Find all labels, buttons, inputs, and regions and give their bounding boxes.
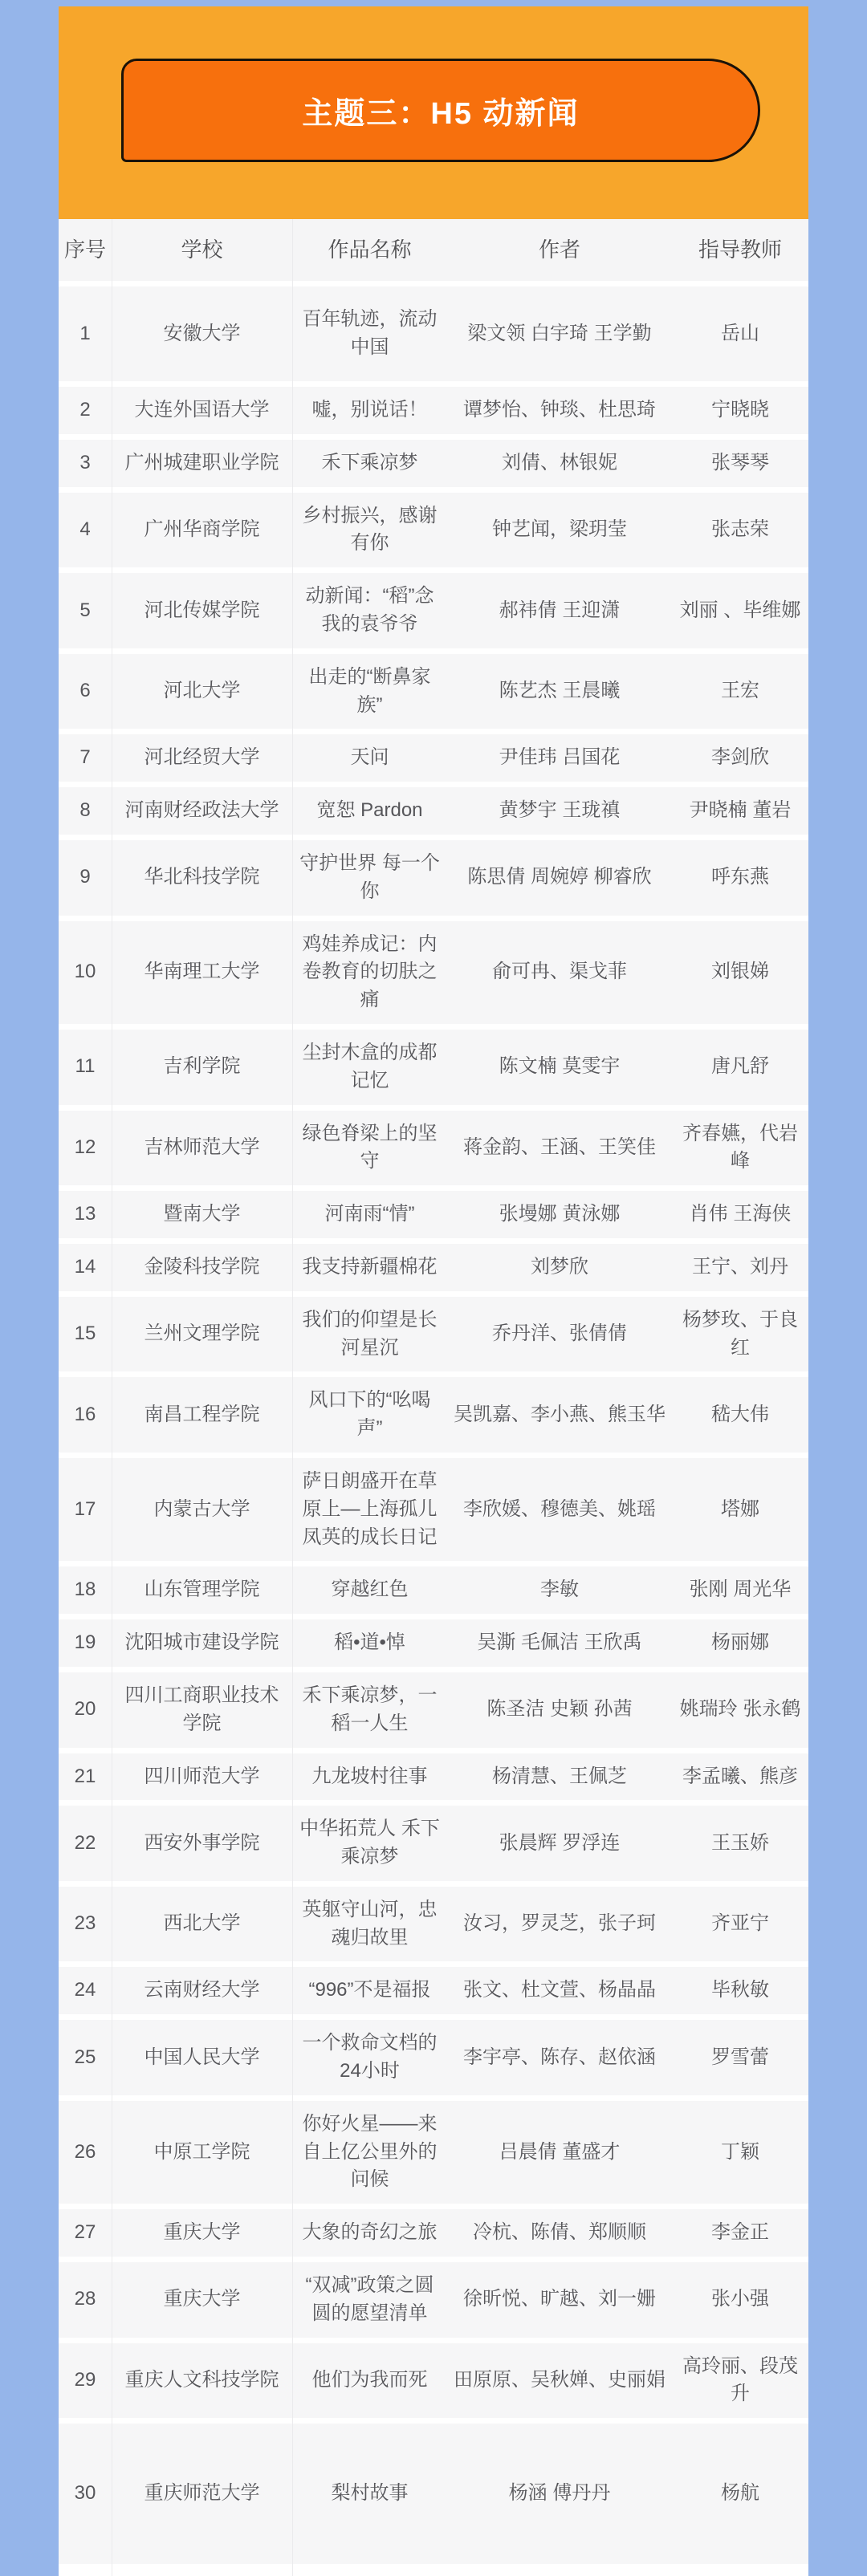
cell-authors: 陈圣洁 史颖 孙茜	[486, 1698, 633, 1721]
table-header-row	[59, 219, 808, 281]
cell-work-title: 一个救命文档的24小时	[302, 2032, 438, 2082]
cell-school: 暨南大学	[163, 1203, 241, 1225]
cell-authors: 蒋金韵、王涵、王笑佳	[463, 1136, 656, 1158]
cell-index: 21	[74, 1765, 96, 1787]
cell-index: 7	[79, 746, 91, 769]
table-row	[59, 1377, 808, 1453]
cell-work-title: 他们为我而死	[311, 2369, 428, 2391]
results-table	[59, 219, 808, 2576]
cell-authors: 乔丹洋、张倩倩	[492, 1323, 627, 1345]
cell-index: 14	[74, 1255, 96, 1278]
cell-index: 25	[74, 2046, 96, 2068]
table-row	[59, 2020, 808, 2095]
cell-authors: 杨涵 傅丹丹	[508, 2482, 611, 2505]
cell-advisor: 丁颖	[721, 2140, 759, 2163]
cell-advisor: 唐凡舒	[711, 1055, 769, 1078]
cell-advisor: 高玲丽、段茂升	[682, 2355, 798, 2405]
cell-work-title: 我们的仰望是长河星沉	[302, 1308, 438, 1359]
cell-school: 华北科技学院	[144, 866, 260, 888]
cell-authors: 吕晨倩 董盛才	[499, 2140, 621, 2163]
cell-advisor: 李金正	[711, 2221, 769, 2244]
cell-work-title: 萨日朗盛开在草原上—上海孤儿凤英的成长日记	[302, 1469, 438, 1548]
table-row	[59, 1672, 808, 1748]
cell-index: 22	[74, 1831, 96, 1854]
cell-advisor: 齐春嬿，代岩峰	[682, 1122, 798, 1172]
cell-work-title: 绿色脊梁上的坚守	[302, 1122, 438, 1172]
cell-school: 四川工商职业技术学院	[124, 1684, 279, 1734]
cell-school: 河北传媒学院	[144, 599, 260, 621]
cell-authors: 李欣媛、穆德美、姚瑶	[463, 1497, 656, 1520]
cell-work-title: 出走的“断鼻家族”	[308, 665, 431, 716]
cell-school: 兰州文理学院	[144, 1323, 260, 1345]
cell-school: 西北大学	[163, 1912, 241, 1935]
cell-index: 2	[79, 399, 91, 421]
header-school: 学校	[181, 237, 223, 262]
cell-work-title: “996”不是福报	[308, 1979, 431, 2001]
cell-work-title: 梨村故事	[331, 2482, 409, 2505]
table-row	[59, 1244, 808, 1291]
cell-authors: 黄梦宇 王珑禛	[499, 799, 621, 822]
cell-index: 30	[74, 2482, 96, 2505]
cell-work-title: 百年轨迹，流动中国	[302, 308, 438, 358]
table-row	[59, 2343, 808, 2419]
cell-authors: 张晨辉 罗浮连	[499, 1831, 621, 1854]
table-row	[59, 840, 808, 916]
cell-school: 西安外事学院	[144, 1831, 260, 1854]
cell-school: 中原工学院	[153, 2140, 250, 2163]
cell-authors: 徐昕悦、旷越、刘一姗	[463, 2288, 656, 2310]
cell-authors: 汝习，罗灵芝，张子珂	[463, 1912, 656, 1935]
table-row	[59, 1030, 808, 1105]
cell-index: 27	[74, 2221, 96, 2244]
cell-index: 5	[79, 599, 91, 621]
cell-school: 金陵科技学院	[144, 1255, 260, 1278]
cell-authors: 陈艺杰 王晨曦	[499, 680, 621, 702]
cell-advisor: 王玉娇	[711, 1831, 769, 1854]
table-row	[59, 787, 808, 835]
cell-work-title: 乡村振兴，感谢有你	[302, 504, 438, 555]
table-row	[59, 1806, 808, 1881]
table-row	[59, 1458, 808, 1561]
cell-advisor: 呼东燕	[711, 866, 769, 888]
table-row	[59, 1753, 808, 1801]
cell-advisor: 张志荣	[711, 518, 769, 540]
page	[0, 6, 867, 2576]
table-row	[59, 1111, 808, 1186]
cell-advisor: 刘丽 、毕维娜	[679, 599, 801, 621]
cell-work-title: 你好火星——来自上亿公里外的问候	[302, 2112, 438, 2191]
cell-work-title: 天问	[350, 746, 389, 769]
cell-index: 28	[74, 2288, 96, 2310]
cell-authors: 李敏	[540, 1579, 579, 1601]
header-index: 序号	[63, 237, 106, 262]
cell-school: 大连外国语大学	[134, 399, 270, 421]
cell-work-title: 嘘，别说话！	[311, 399, 428, 421]
table-row	[59, 1887, 808, 1962]
table-row	[59, 2424, 808, 2564]
cell-work-title: 风口下的“吆喝声”	[308, 1389, 431, 1440]
cell-index: 13	[74, 1203, 96, 1225]
table-row	[59, 734, 808, 782]
cell-index: 12	[74, 1136, 96, 1158]
cell-work-title: 河南雨“情”	[324, 1203, 415, 1225]
table-row	[59, 921, 808, 1024]
cell-advisor: 毕秋敏	[711, 1979, 769, 2001]
cell-work-title: 禾下乘凉梦，一稻一人生	[302, 1684, 438, 1734]
cell-school: 中国人民大学	[144, 2046, 260, 2068]
cell-work-title: “双减”政策之圆圆的愿望清单	[305, 2274, 434, 2324]
cell-school: 四川师范大学	[144, 1765, 260, 1787]
cell-authors: 郝祎倩 王迎潇	[499, 599, 621, 621]
cell-index: 18	[74, 1579, 96, 1601]
cell-school: 重庆大学	[163, 2221, 241, 2244]
table-row	[59, 286, 808, 381]
cell-school: 云南财经大学	[144, 1979, 260, 2001]
cell-index: 17	[74, 1497, 96, 1520]
cell-work-title: 大象的奇幻之旅	[302, 2221, 438, 2244]
cell-work-title: 守护世界 每一个你	[299, 851, 440, 902]
table-body	[59, 286, 808, 2564]
cell-authors: 杨清慧、王佩芝	[492, 1765, 627, 1787]
cell-advisor: 李剑欣	[711, 746, 769, 769]
table-row	[59, 1566, 808, 1614]
cell-work-title: 鸡娃养成记：内卷教育的切肤之痛	[302, 932, 438, 1011]
cell-index: 9	[79, 866, 91, 888]
cell-advisor: 岳山	[721, 322, 759, 344]
column-divider	[292, 219, 293, 2576]
table-row	[59, 2101, 808, 2204]
cell-advisor: 李孟曦、熊彦	[682, 1765, 798, 1787]
cell-authors: 刘梦欣	[531, 1255, 588, 1278]
cell-work-title: 禾下乘凉梦	[321, 451, 418, 473]
cell-work-title: 宽恕 Pardon	[316, 799, 423, 822]
cell-school: 重庆人文科技学院	[124, 2369, 279, 2391]
cell-authors: 陈文楠 莫雯宇	[499, 1055, 621, 1078]
cell-advisor: 杨航	[721, 2482, 759, 2505]
cell-index: 24	[74, 1979, 96, 2001]
cell-index: 26	[74, 2140, 96, 2163]
cell-advisor: 王宁、刘丹	[692, 1255, 788, 1278]
cell-advisor: 杨丽娜	[711, 1631, 769, 1654]
cell-advisor: 尹晓楠 董岩	[689, 799, 792, 822]
cell-authors: 李宇亭、陈存、赵依涵	[463, 2046, 656, 2068]
table-row	[59, 2209, 808, 2257]
cell-work-title: 动新闻：“稻”念我的袁爷爷	[305, 585, 434, 635]
cell-school: 沈阳城市建设学院	[124, 1631, 279, 1654]
cell-authors: 尹佳玮 吕国花	[499, 746, 621, 769]
cell-school: 广州城建职业学院	[124, 451, 279, 473]
cell-school: 河北经贸大学	[144, 746, 260, 769]
cell-index: 19	[74, 1631, 96, 1654]
cell-authors: 张墁娜 黄泳娜	[499, 1203, 621, 1225]
cell-advisor: 姚瑞玲 张永鹤	[679, 1698, 801, 1721]
banner	[59, 6, 808, 219]
cell-authors: 刘倩、林银妮	[502, 451, 617, 473]
title-box	[121, 59, 760, 162]
cell-index: 10	[74, 961, 96, 983]
cell-advisor: 张琴琴	[711, 451, 769, 473]
table-row	[59, 2262, 808, 2338]
cell-work-title: 中华拓荒人 禾下乘凉梦	[299, 1818, 440, 1868]
cell-index: 16	[74, 1403, 96, 1425]
cell-school: 安徽大学	[163, 322, 241, 344]
table-row	[59, 1191, 808, 1238]
cell-authors: 张文、杜文萱、杨晶晶	[463, 1979, 656, 2001]
cell-authors: 吴澌 毛佩洁 王欣禹	[477, 1631, 642, 1654]
cell-index: 8	[79, 799, 91, 822]
cell-work-title: 尘封木盒的成都记忆	[302, 1041, 438, 1091]
cell-school: 河南财经政法大学	[124, 799, 279, 822]
cell-work-title: 稻•道•悼	[334, 1631, 405, 1654]
cell-authors: 梁文领 白宇琦 王学勤	[467, 322, 652, 344]
cell-advisor: 肖伟 王海侠	[689, 1203, 792, 1225]
cell-index: 15	[74, 1323, 96, 1345]
cell-school: 广州华商学院	[144, 518, 260, 540]
cell-authors: 谭梦怡、钟琰、杜思琦	[463, 399, 656, 421]
cell-advisor: 罗雪蕾	[711, 2046, 769, 2068]
cell-school: 重庆师范大学	[144, 2482, 260, 2505]
cell-work-title: 穿越红色	[331, 1579, 409, 1601]
cell-work-title: 我支持新疆棉花	[302, 1255, 438, 1278]
cell-index: 1	[79, 322, 91, 344]
cell-index: 6	[79, 680, 91, 702]
cell-authors: 冷杭、陈倩、郑顺顺	[473, 2221, 646, 2244]
cell-school: 吉林师范大学	[144, 1136, 260, 1158]
cell-index: 20	[74, 1698, 96, 1721]
cell-authors: 吴凯嘉、李小燕、熊玉华	[454, 1403, 666, 1425]
cell-school: 山东管理学院	[144, 1579, 260, 1601]
cell-school: 内蒙古大学	[153, 1497, 250, 1520]
cell-index: 23	[74, 1912, 96, 1935]
cell-index: 11	[75, 1055, 96, 1078]
table-row	[59, 1967, 808, 2014]
page-title: 主题三：H5 动新闻	[302, 97, 580, 131]
table-row	[59, 387, 808, 434]
cell-school: 河北大学	[163, 680, 241, 702]
cell-school: 重庆大学	[163, 2288, 241, 2310]
cell-advisor: 宁晓晓	[711, 399, 769, 421]
cell-authors: 钟艺闻，梁玥莹	[492, 518, 627, 540]
table-row	[59, 654, 808, 729]
header-advisor: 指导教师	[698, 237, 782, 262]
cell-authors: 陈思倩 周婉婷 柳睿欣	[467, 866, 652, 888]
cell-advisor: 塔娜	[721, 1497, 759, 1520]
cell-advisor: 杨梦玫、于良红	[682, 1308, 798, 1359]
table-row	[59, 493, 808, 568]
cell-index: 3	[79, 451, 91, 473]
cell-index: 4	[79, 518, 91, 540]
header-authors: 作者	[538, 237, 580, 262]
cell-school: 华南理工大学	[144, 961, 260, 983]
cell-index: 29	[74, 2369, 96, 2391]
table-row	[59, 573, 808, 648]
cell-school: 吉利学院	[163, 1055, 241, 1078]
table-row	[59, 1297, 808, 1372]
table-row	[59, 1619, 808, 1667]
cell-advisor: 张小强	[711, 2288, 769, 2310]
table-row	[59, 440, 808, 487]
cell-authors: 田原原、吴秋婵、史丽娟	[454, 2369, 666, 2391]
header-work-title: 作品名称	[328, 237, 412, 262]
cell-work-title: 英躯守山河，忠魂归故里	[302, 1898, 438, 1948]
cell-advisor: 齐亚宁	[711, 1912, 769, 1935]
cell-advisor: 王宏	[721, 680, 759, 702]
cell-advisor: 嵇大伟	[711, 1403, 769, 1425]
cell-authors: 俞可冉、渠戈菲	[492, 961, 627, 983]
poster-card	[59, 6, 808, 2576]
cell-work-title: 九龙坡村往事	[311, 1765, 428, 1787]
cell-advisor: 张刚 周光华	[689, 1579, 792, 1601]
cell-advisor: 刘银娣	[711, 961, 769, 983]
cell-school: 南昌工程学院	[144, 1403, 260, 1425]
